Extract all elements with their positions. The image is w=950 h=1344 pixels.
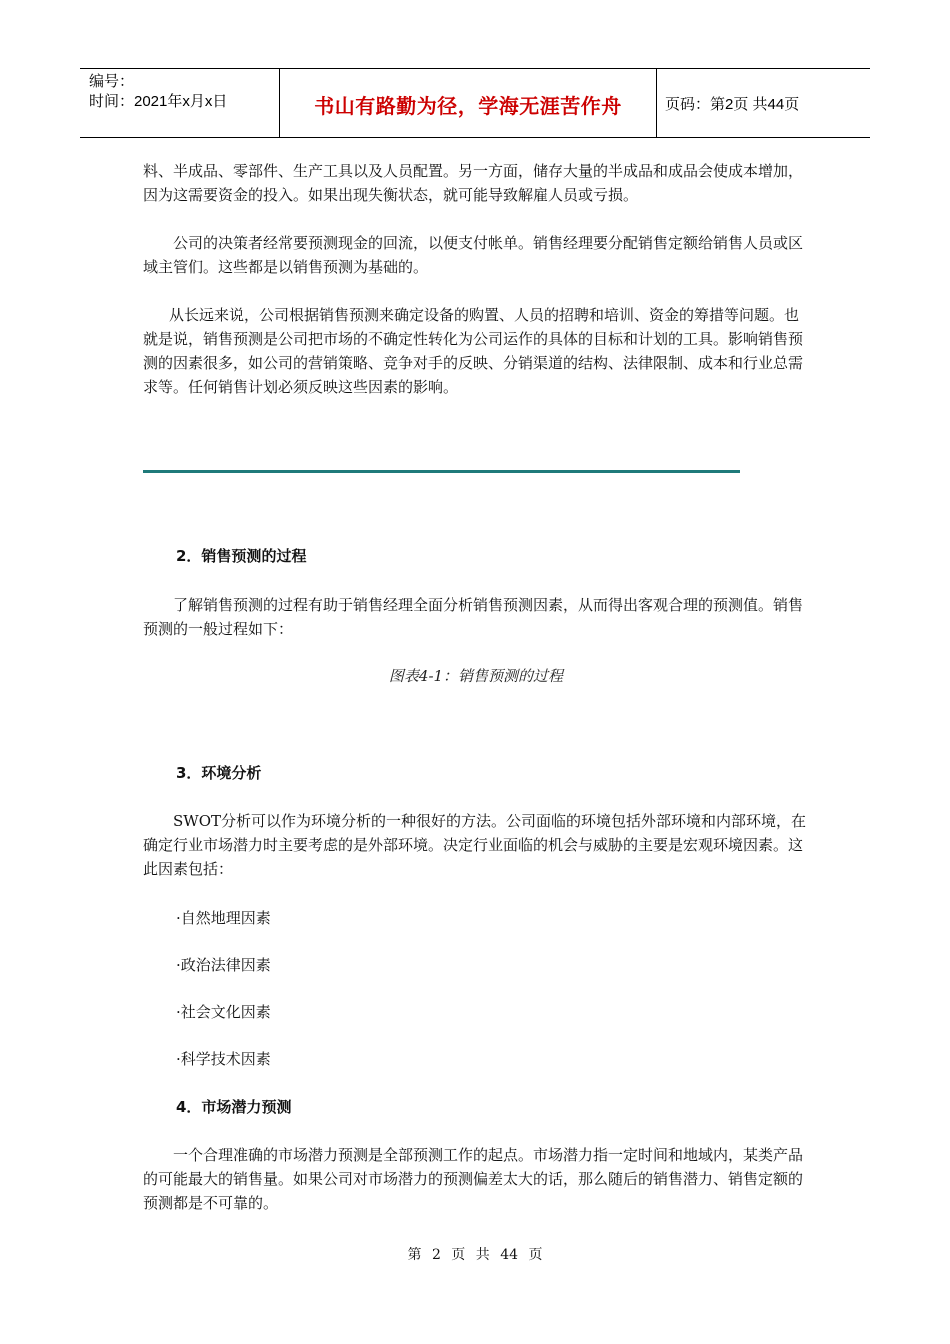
paragraph-long-term: 从长远来说，公司根据销售预测来确定设备的购置、人员的招聘和培训、资金的筹措等问题。也就是说，销售预测是公司把市场的不确定性转化为公司运作的具体的目标和计划的工具。影响销售预测的因素很多，如公司的营销策略、竞争对手的反映、分销渠道的结构、法律限制、成本和行业总需求等。任何销售计划必须反映这些因素的影响。 <box>143 306 804 396</box>
header-page-info: 页码：第2页 共44页 <box>665 95 800 113</box>
header-meta <box>80 69 280 137</box>
section-heading-process: 2．销售预测的过程 <box>176 547 307 565</box>
section-heading-environment: 3．环境分析 <box>176 764 262 782</box>
list-item-factor: ·科学技术因素 <box>176 1050 271 1068</box>
section-divider <box>143 470 740 473</box>
paragraph-swot: SWOT分析可以作为环境分析的一种很好的方法。公司面临的环境包括外部环境和内部环境，在确定行业市场潜力时主要考虑的是外部环境。决定行业面临的机会与威胁的主要是宏观环境因素。这此因素包括： <box>143 812 806 878</box>
paragraph-inventory: 料、半成品、零部件、生产工具以及人员配置。另一方面，储存大量的半成品和成品会使成本增加，因为这需要资金的投入。如果出现失衡状态，就可能导致解雇人员或亏损。 <box>143 162 804 204</box>
document-number-label: 编号： <box>89 73 135 90</box>
section-heading-market-potential: 4．市场潜力预测 <box>176 1098 292 1116</box>
figure-caption: 图表4-1：销售预测的过程 <box>388 667 564 685</box>
header-motto-cell <box>280 69 657 137</box>
list-item-factor: ·自然地理因素 <box>176 909 271 927</box>
paragraph-process: 了解销售预测的过程有助于销售经理全面分析销售预测因素，从而得出客观合理的预测值。销售预测的一般过程如下： <box>143 596 804 638</box>
page-footer: 第 2 页 共 44 页 <box>407 1247 543 1263</box>
page-header <box>80 68 870 138</box>
list-item-factor: ·社会文化因素 <box>176 1003 271 1021</box>
paragraph-market-potential: 一个合理准确的市场潜力预测是全部预测工作的起点。市场潜力指一定时间和地域内，某类产品的可能最大的销售量。如果公司对市场潜力的预测偏差太大的话，那么随后的销售潜力、销售定额的预测都是不可靠的。 <box>143 1146 804 1212</box>
paragraph-cash-flow: 公司的决策者经常要预测现金的回流，以便支付帐单。销售经理要分配销售定额给销售人员或区域主管们。这些都是以销售预测为基础的。 <box>143 234 804 276</box>
list-item-factor: ·政治法律因素 <box>176 956 271 974</box>
document-time-label: 时间：2021年x月x日 <box>89 93 228 110</box>
header-motto: 书山有路勤为径，学海无涯苦作舟 <box>314 93 622 118</box>
